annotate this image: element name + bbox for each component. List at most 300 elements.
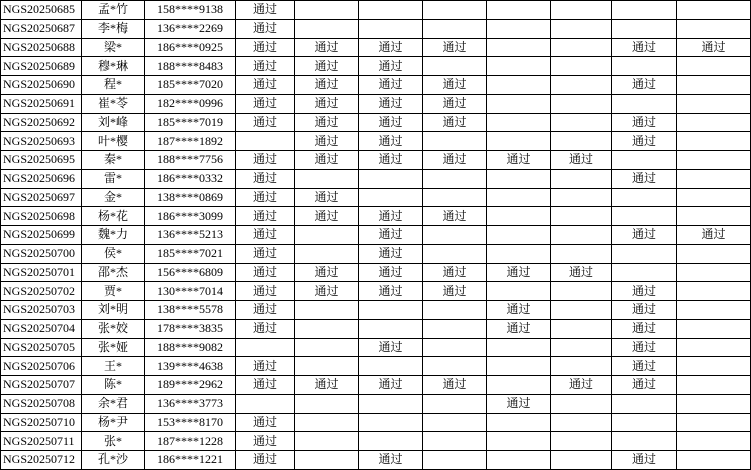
result-cell: 通过 bbox=[612, 132, 677, 151]
applicant-name-cell: 张*娅 bbox=[82, 338, 145, 357]
applicant-id-cell: NGS20250698 bbox=[1, 207, 82, 226]
result-cell: 通过 bbox=[423, 94, 487, 113]
result-cell: 通过 bbox=[612, 282, 677, 301]
table-row bbox=[1, 188, 751, 207]
result-cell: 通过 bbox=[236, 57, 295, 76]
applicant-id-cell: NGS20250693 bbox=[1, 132, 82, 151]
result-cell bbox=[677, 94, 751, 113]
result-cell bbox=[487, 188, 551, 207]
result-cell bbox=[677, 394, 751, 413]
phone-cell: 156****6809 bbox=[145, 263, 236, 282]
result-cell bbox=[551, 19, 612, 38]
result-cell: 通过 bbox=[295, 132, 359, 151]
result-cell bbox=[295, 394, 359, 413]
result-cell bbox=[551, 76, 612, 95]
result-cell: 通过 bbox=[295, 57, 359, 76]
result-cell: 通过 bbox=[236, 38, 295, 57]
result-cell: 通过 bbox=[612, 38, 677, 57]
applicant-id-cell: NGS20250707 bbox=[1, 376, 82, 395]
applicant-id-cell: NGS20250710 bbox=[1, 413, 82, 432]
result-cell: 通过 bbox=[236, 113, 295, 132]
table-row bbox=[1, 338, 751, 357]
result-cell bbox=[487, 338, 551, 357]
result-cell bbox=[423, 319, 487, 338]
result-cell bbox=[487, 94, 551, 113]
result-cell: 通过 bbox=[236, 226, 295, 245]
result-cell bbox=[551, 1, 612, 20]
result-cell bbox=[551, 357, 612, 376]
result-cell bbox=[677, 282, 751, 301]
result-cell bbox=[612, 57, 677, 76]
result-cell bbox=[551, 207, 612, 226]
table-row bbox=[1, 376, 751, 395]
result-cell bbox=[551, 226, 612, 245]
result-cell bbox=[487, 244, 551, 263]
result-cell bbox=[295, 19, 359, 38]
result-cell bbox=[236, 132, 295, 151]
phone-cell: 138****5578 bbox=[145, 301, 236, 320]
result-cell bbox=[295, 226, 359, 245]
applicant-id-cell: NGS20250701 bbox=[1, 263, 82, 282]
result-cell: 通过 bbox=[236, 263, 295, 282]
result-cell bbox=[423, 132, 487, 151]
result-cell bbox=[551, 338, 612, 357]
result-cell bbox=[359, 357, 423, 376]
applicant-name-cell: 邵*杰 bbox=[82, 263, 145, 282]
table-row bbox=[1, 413, 751, 432]
result-cell: 通过 bbox=[236, 1, 295, 20]
result-cell: 通过 bbox=[295, 376, 359, 395]
phone-cell: 186****0925 bbox=[145, 38, 236, 57]
applicant-id-cell: NGS20250705 bbox=[1, 338, 82, 357]
result-cell bbox=[359, 394, 423, 413]
result-cell: 通过 bbox=[423, 263, 487, 282]
result-cell: 通过 bbox=[612, 319, 677, 338]
result-cell: 通过 bbox=[612, 113, 677, 132]
applicant-id-cell: NGS20250696 bbox=[1, 169, 82, 188]
result-cell bbox=[423, 301, 487, 320]
applicant-id-cell: NGS20250704 bbox=[1, 319, 82, 338]
result-cell: 通过 bbox=[487, 151, 551, 170]
result-cell bbox=[551, 38, 612, 57]
result-cell bbox=[551, 394, 612, 413]
result-cell bbox=[487, 207, 551, 226]
result-cell bbox=[677, 432, 751, 451]
applicant-id-cell: NGS20250689 bbox=[1, 57, 82, 76]
result-cell: 通过 bbox=[236, 169, 295, 188]
result-cell: 通过 bbox=[359, 451, 423, 470]
result-cell bbox=[295, 357, 359, 376]
result-cell bbox=[487, 413, 551, 432]
applicant-id-cell: NGS20250700 bbox=[1, 244, 82, 263]
phone-cell: 158****9138 bbox=[145, 1, 236, 20]
table-row bbox=[1, 94, 751, 113]
phone-cell: 153****8170 bbox=[145, 413, 236, 432]
result-cell: 通过 bbox=[423, 376, 487, 395]
applicant-id-cell: NGS20250685 bbox=[1, 1, 82, 20]
result-cell: 通过 bbox=[487, 394, 551, 413]
result-cell: 通过 bbox=[359, 376, 423, 395]
result-cell bbox=[551, 244, 612, 263]
table-row bbox=[1, 282, 751, 301]
result-cell bbox=[551, 319, 612, 338]
applicant-id-cell: NGS20250692 bbox=[1, 113, 82, 132]
result-cell bbox=[423, 169, 487, 188]
result-cell bbox=[551, 113, 612, 132]
applicant-id-cell: NGS20250688 bbox=[1, 38, 82, 57]
result-cell: 通过 bbox=[295, 94, 359, 113]
result-cell bbox=[295, 413, 359, 432]
result-cell bbox=[423, 1, 487, 20]
applicant-id-cell: NGS20250695 bbox=[1, 151, 82, 170]
applicant-id-cell: NGS20250699 bbox=[1, 226, 82, 245]
result-cell bbox=[551, 451, 612, 470]
result-cell bbox=[677, 57, 751, 76]
result-cell bbox=[359, 413, 423, 432]
result-cell bbox=[487, 451, 551, 470]
result-cell bbox=[551, 413, 612, 432]
result-cell bbox=[423, 188, 487, 207]
applicant-name-cell: 金* bbox=[82, 188, 145, 207]
result-cell: 通过 bbox=[677, 226, 751, 245]
table-row bbox=[1, 319, 751, 338]
result-cell: 通过 bbox=[236, 413, 295, 432]
applicant-name-cell: 杨*尹 bbox=[82, 413, 145, 432]
result-cell bbox=[677, 338, 751, 357]
applicant-id-cell: NGS20250703 bbox=[1, 301, 82, 320]
table-row bbox=[1, 1, 751, 20]
result-cell: 通过 bbox=[236, 76, 295, 95]
result-cell: 通过 bbox=[359, 94, 423, 113]
applicant-name-cell: 张* bbox=[82, 432, 145, 451]
result-cell bbox=[423, 338, 487, 357]
table-row bbox=[1, 226, 751, 245]
result-cell: 通过 bbox=[236, 451, 295, 470]
result-cell bbox=[677, 244, 751, 263]
applicant-name-cell: 孟*竹 bbox=[82, 1, 145, 20]
result-cell: 通过 bbox=[295, 151, 359, 170]
table-row bbox=[1, 38, 751, 57]
phone-cell: 185****7019 bbox=[145, 113, 236, 132]
applicant-name-cell: 张*姣 bbox=[82, 319, 145, 338]
result-cell: 通过 bbox=[236, 188, 295, 207]
result-cell: 通过 bbox=[359, 338, 423, 357]
result-cell: 通过 bbox=[612, 451, 677, 470]
table-row bbox=[1, 301, 751, 320]
result-cell bbox=[359, 1, 423, 20]
result-cell bbox=[359, 301, 423, 320]
result-cell: 通过 bbox=[295, 113, 359, 132]
result-cell bbox=[677, 413, 751, 432]
result-cell bbox=[551, 57, 612, 76]
phone-cell: 130****7014 bbox=[145, 282, 236, 301]
applicant-name-cell: 崔*苓 bbox=[82, 94, 145, 113]
result-cell bbox=[551, 169, 612, 188]
result-cell bbox=[423, 451, 487, 470]
result-cell: 通过 bbox=[236, 319, 295, 338]
result-cell: 通过 bbox=[236, 207, 295, 226]
phone-cell: 188****7756 bbox=[145, 151, 236, 170]
phone-cell: 188****9082 bbox=[145, 338, 236, 357]
result-cell bbox=[612, 1, 677, 20]
result-cell bbox=[612, 394, 677, 413]
result-cell bbox=[677, 19, 751, 38]
result-cell: 通过 bbox=[423, 76, 487, 95]
result-cell bbox=[677, 319, 751, 338]
result-cell bbox=[677, 188, 751, 207]
result-cell: 通过 bbox=[359, 226, 423, 245]
result-cell bbox=[295, 301, 359, 320]
result-cell bbox=[423, 357, 487, 376]
result-cell: 通过 bbox=[359, 76, 423, 95]
applicant-name-cell: 程* bbox=[82, 76, 145, 95]
result-cell: 通过 bbox=[359, 263, 423, 282]
applicant-name-cell: 李*梅 bbox=[82, 19, 145, 38]
result-cell: 通过 bbox=[359, 151, 423, 170]
result-cell bbox=[612, 94, 677, 113]
result-cell: 通过 bbox=[612, 76, 677, 95]
result-cell bbox=[612, 188, 677, 207]
applicant-name-cell: 秦* bbox=[82, 151, 145, 170]
result-cell bbox=[295, 338, 359, 357]
result-cell bbox=[487, 76, 551, 95]
table-row bbox=[1, 132, 751, 151]
phone-cell: 186****0332 bbox=[145, 169, 236, 188]
result-cell bbox=[487, 1, 551, 20]
applicant-id-cell: NGS20250712 bbox=[1, 451, 82, 470]
applicant-name-cell: 杨*花 bbox=[82, 207, 145, 226]
result-cell bbox=[551, 132, 612, 151]
result-cell bbox=[612, 244, 677, 263]
applicant-name-cell: 刘*明 bbox=[82, 301, 145, 320]
phone-cell: 139****4638 bbox=[145, 357, 236, 376]
result-cell: 通过 bbox=[423, 151, 487, 170]
result-cell: 通过 bbox=[359, 282, 423, 301]
result-cell bbox=[423, 413, 487, 432]
result-cell bbox=[487, 432, 551, 451]
result-cell: 通过 bbox=[295, 188, 359, 207]
applicant-name-cell: 陈* bbox=[82, 376, 145, 395]
applicant-name-cell: 侯* bbox=[82, 244, 145, 263]
applicant-id-cell: NGS20250711 bbox=[1, 432, 82, 451]
result-cell bbox=[359, 169, 423, 188]
result-cell bbox=[551, 432, 612, 451]
applicant-name-cell: 梁* bbox=[82, 38, 145, 57]
result-cell: 通过 bbox=[295, 76, 359, 95]
result-cell bbox=[677, 357, 751, 376]
phone-cell: 136****5213 bbox=[145, 226, 236, 245]
result-cell bbox=[677, 1, 751, 20]
applicant-name-cell: 刘*峰 bbox=[82, 113, 145, 132]
result-cell bbox=[677, 169, 751, 188]
result-cell: 通过 bbox=[236, 94, 295, 113]
result-cell: 通过 bbox=[423, 113, 487, 132]
result-cell: 通过 bbox=[487, 263, 551, 282]
result-cell bbox=[612, 413, 677, 432]
table-row bbox=[1, 169, 751, 188]
result-cell bbox=[295, 451, 359, 470]
result-cell: 通过 bbox=[551, 263, 612, 282]
result-cell bbox=[236, 394, 295, 413]
result-cell: 通过 bbox=[551, 376, 612, 395]
phone-cell: 178****3835 bbox=[145, 319, 236, 338]
applicant-id-cell: NGS20250691 bbox=[1, 94, 82, 113]
phone-cell: 186****1221 bbox=[145, 451, 236, 470]
applicant-name-cell: 贾* bbox=[82, 282, 145, 301]
result-cell: 通过 bbox=[359, 38, 423, 57]
table-row bbox=[1, 76, 751, 95]
applicant-name-cell: 王* bbox=[82, 357, 145, 376]
result-cell: 通过 bbox=[612, 376, 677, 395]
table-row bbox=[1, 113, 751, 132]
result-cell bbox=[612, 151, 677, 170]
result-cell: 通过 bbox=[359, 57, 423, 76]
result-cell bbox=[295, 1, 359, 20]
phone-cell: 185****7020 bbox=[145, 76, 236, 95]
applicant-id-cell: NGS20250697 bbox=[1, 188, 82, 207]
result-cell bbox=[551, 188, 612, 207]
result-cell bbox=[677, 207, 751, 226]
result-cell bbox=[612, 207, 677, 226]
table-row bbox=[1, 394, 751, 413]
table-row bbox=[1, 263, 751, 282]
table-body bbox=[1, 1, 751, 470]
applicant-id-cell: NGS20250702 bbox=[1, 282, 82, 301]
result-cell: 通过 bbox=[236, 301, 295, 320]
result-cell: 通过 bbox=[612, 169, 677, 188]
result-cell bbox=[423, 432, 487, 451]
result-cell: 通过 bbox=[612, 357, 677, 376]
applicant-id-cell: NGS20250690 bbox=[1, 76, 82, 95]
result-cell: 通过 bbox=[359, 207, 423, 226]
result-cell: 通过 bbox=[236, 19, 295, 38]
phone-cell: 187****1228 bbox=[145, 432, 236, 451]
table-row bbox=[1, 19, 751, 38]
result-cell bbox=[487, 132, 551, 151]
applicant-id-cell: NGS20250687 bbox=[1, 19, 82, 38]
result-cell: 通过 bbox=[487, 319, 551, 338]
result-cell bbox=[487, 357, 551, 376]
result-cell: 通过 bbox=[487, 301, 551, 320]
result-cell bbox=[295, 432, 359, 451]
result-cell bbox=[677, 113, 751, 132]
result-cell bbox=[359, 432, 423, 451]
result-cell: 通过 bbox=[295, 263, 359, 282]
result-cell: 通过 bbox=[236, 432, 295, 451]
table-row bbox=[1, 151, 751, 170]
result-cell: 通过 bbox=[677, 38, 751, 57]
result-cell bbox=[677, 451, 751, 470]
result-cell: 通过 bbox=[236, 244, 295, 263]
result-cell bbox=[551, 301, 612, 320]
applicant-id-cell: NGS20250706 bbox=[1, 357, 82, 376]
result-cell bbox=[677, 132, 751, 151]
applicant-name-cell: 穆*琳 bbox=[82, 57, 145, 76]
result-cell bbox=[423, 244, 487, 263]
result-cell bbox=[359, 19, 423, 38]
result-cell: 通过 bbox=[612, 226, 677, 245]
result-cell: 通过 bbox=[423, 282, 487, 301]
result-cell bbox=[677, 301, 751, 320]
table-row bbox=[1, 207, 751, 226]
phone-cell: 136****2269 bbox=[145, 19, 236, 38]
result-cell bbox=[677, 263, 751, 282]
table-row bbox=[1, 432, 751, 451]
result-cell bbox=[677, 76, 751, 95]
result-cell: 通过 bbox=[295, 207, 359, 226]
result-cell bbox=[677, 151, 751, 170]
result-cell bbox=[295, 244, 359, 263]
result-cell bbox=[612, 19, 677, 38]
result-cell: 通过 bbox=[236, 357, 295, 376]
phone-cell: 136****3773 bbox=[145, 394, 236, 413]
result-cell: 通过 bbox=[295, 282, 359, 301]
result-cell bbox=[677, 376, 751, 395]
result-cell bbox=[359, 319, 423, 338]
result-cell: 通过 bbox=[612, 301, 677, 320]
applicant-name-cell: 叶*樱 bbox=[82, 132, 145, 151]
result-cell bbox=[359, 188, 423, 207]
phone-cell: 189****2962 bbox=[145, 376, 236, 395]
result-cell bbox=[612, 263, 677, 282]
result-cell bbox=[551, 282, 612, 301]
result-cell: 通过 bbox=[236, 151, 295, 170]
result-cell: 通过 bbox=[359, 132, 423, 151]
result-cell bbox=[487, 282, 551, 301]
result-cell bbox=[423, 226, 487, 245]
table-row bbox=[1, 357, 751, 376]
result-cell bbox=[295, 319, 359, 338]
phone-cell: 138****0869 bbox=[145, 188, 236, 207]
result-cell bbox=[551, 94, 612, 113]
applicant-name-cell: 余*君 bbox=[82, 394, 145, 413]
result-cell: 通过 bbox=[551, 151, 612, 170]
result-cell: 通过 bbox=[359, 244, 423, 263]
result-cell bbox=[487, 376, 551, 395]
table-row bbox=[1, 244, 751, 263]
table-row bbox=[1, 451, 751, 470]
applicant-name-cell: 雷* bbox=[82, 169, 145, 188]
result-cell bbox=[487, 113, 551, 132]
table-row bbox=[1, 57, 751, 76]
phone-cell: 185****7021 bbox=[145, 244, 236, 263]
result-cell bbox=[423, 57, 487, 76]
result-cell bbox=[295, 169, 359, 188]
result-cell: 通过 bbox=[359, 113, 423, 132]
result-cell bbox=[487, 57, 551, 76]
result-cell bbox=[423, 19, 487, 38]
result-cell bbox=[423, 394, 487, 413]
phone-cell: 187****1892 bbox=[145, 132, 236, 151]
result-cell bbox=[487, 19, 551, 38]
result-cell bbox=[236, 338, 295, 357]
applicant-id-cell: NGS20250708 bbox=[1, 394, 82, 413]
applicant-name-cell: 孔*沙 bbox=[82, 451, 145, 470]
result-cell bbox=[487, 169, 551, 188]
phone-cell: 188****8483 bbox=[145, 57, 236, 76]
result-cell: 通过 bbox=[295, 38, 359, 57]
result-cell bbox=[612, 432, 677, 451]
result-cell: 通过 bbox=[236, 282, 295, 301]
result-cell: 通过 bbox=[236, 376, 295, 395]
result-cell: 通过 bbox=[423, 38, 487, 57]
result-cell bbox=[487, 226, 551, 245]
result-cell: 通过 bbox=[612, 338, 677, 357]
applicant-name-cell: 魏*力 bbox=[82, 226, 145, 245]
phone-cell: 182****0996 bbox=[145, 94, 236, 113]
result-cell bbox=[487, 38, 551, 57]
result-cell: 通过 bbox=[423, 207, 487, 226]
